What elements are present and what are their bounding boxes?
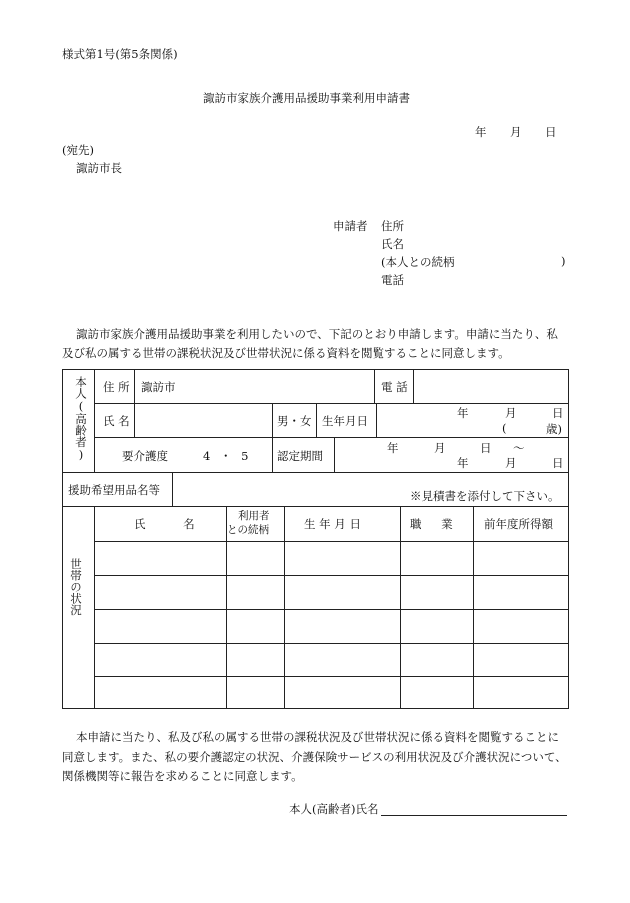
care-level-values: 4 ・ 5 — [203, 449, 249, 463]
consent-line-2: 同意します。また、私の要介護認定の状況、介護保険サービスの利用状況及び介護状況について、 — [62, 750, 567, 764]
period-tilde: ～ — [513, 441, 525, 455]
col-divider — [284, 506, 285, 709]
supplies-label: 援助希望用品名等 — [68, 483, 160, 497]
col-occupation-header: 職 業 — [410, 517, 453, 531]
col-divider — [376, 403, 377, 437]
care-level-label: 要介護度 — [122, 449, 168, 463]
intro-line-2: 及び私の属する世帯の課税状況及び世帯状況に係る資料を閲覧することに同意します。 — [62, 346, 510, 360]
col-divider — [94, 506, 95, 709]
birth-year-label: 年 — [457, 406, 469, 420]
age-unit: 歳) — [546, 422, 562, 436]
col-name-header: 氏 名 — [134, 517, 195, 531]
name-label: 氏 名 — [103, 414, 130, 428]
household-label: 世帯の状況 — [69, 558, 83, 616]
col-divider — [134, 369, 135, 437]
date-month-label: 月 — [510, 125, 522, 139]
consent-line-3: 関係機関等に報告を求めることに同意します。 — [62, 769, 303, 783]
col-divider — [473, 506, 474, 709]
consent-line-1: 本申請に当たり、私及び私の属する世帯の課税状況及び世帯状況に係る資料を閲覧することに — [76, 730, 559, 744]
applicant-name-label: 氏名 — [381, 237, 404, 251]
period-day-1: 日 — [480, 441, 492, 455]
col-divider — [316, 403, 317, 437]
col-divider — [94, 369, 95, 472]
date-year-label: 年 — [475, 125, 487, 139]
form-number: 様式第1号(第5条関係) — [62, 47, 178, 61]
signature-line[interactable] — [381, 815, 567, 816]
col-divider — [272, 403, 273, 472]
col-divider — [172, 472, 173, 506]
col-birthdate-header: 生 年 月 日 — [304, 517, 361, 531]
signature-label: 本人(高齢者)氏名 — [289, 802, 379, 816]
row-divider — [94, 437, 569, 438]
age-open: ( — [502, 421, 507, 435]
supplies-note: ※見積書を添付して下さい。 — [410, 489, 560, 503]
period-day-2: 日 — [552, 456, 564, 470]
row-divider — [94, 541, 569, 542]
period-year-1: 年 — [387, 441, 399, 455]
col-divider — [374, 369, 375, 403]
period-month-2: 月 — [505, 456, 517, 470]
row-divider — [62, 506, 569, 507]
person-label: 本人(高齢者) — [74, 376, 88, 462]
col-divider — [413, 369, 414, 403]
birth-month-label: 月 — [505, 406, 517, 420]
period-month-1: 月 — [434, 441, 446, 455]
col-divider — [334, 437, 335, 472]
phone-label: 電 話 — [381, 380, 408, 394]
applicant-phone-label: 電話 — [381, 273, 404, 287]
addressee-label: (宛先) — [62, 143, 94, 157]
row-divider — [94, 676, 569, 677]
row-divider — [62, 472, 569, 473]
form-title: 諏訪市家族介護用品援助事業利用申請書 — [203, 91, 410, 105]
birthdate-label: 生年月日 — [322, 414, 368, 428]
applicant-address-label: 住所 — [381, 219, 404, 233]
intro-line-1: 諏訪市家族介護用品援助事業を利用したいので、下記のとおり申請します。申請に当たり、私 — [76, 327, 558, 341]
row-divider — [94, 575, 569, 576]
period-year-2: 年 — [457, 456, 469, 470]
address-label: 住 所 — [103, 380, 130, 394]
cert-period-label: 認定期間 — [277, 449, 323, 463]
row-divider — [94, 403, 569, 404]
address-value: 諏訪市 — [141, 380, 176, 394]
applicant-relation-close: ) — [561, 254, 566, 268]
col-income-header: 前年度所得額 — [484, 517, 553, 531]
applicant-relation-label: (本人との続柄 — [381, 255, 455, 269]
col-relation-header-1: 利用者 — [238, 510, 270, 522]
addressee: 諏訪市長 — [76, 161, 122, 175]
applicant-label: 申請者 — [333, 219, 368, 233]
col-divider — [400, 506, 401, 709]
date-day-label: 日 — [545, 125, 557, 139]
row-divider — [94, 609, 569, 610]
col-relation-header-2: との続柄 — [227, 524, 269, 536]
row-divider — [94, 643, 569, 644]
gender-options: 男・女 — [277, 414, 312, 428]
birth-day-label: 日 — [552, 406, 564, 420]
